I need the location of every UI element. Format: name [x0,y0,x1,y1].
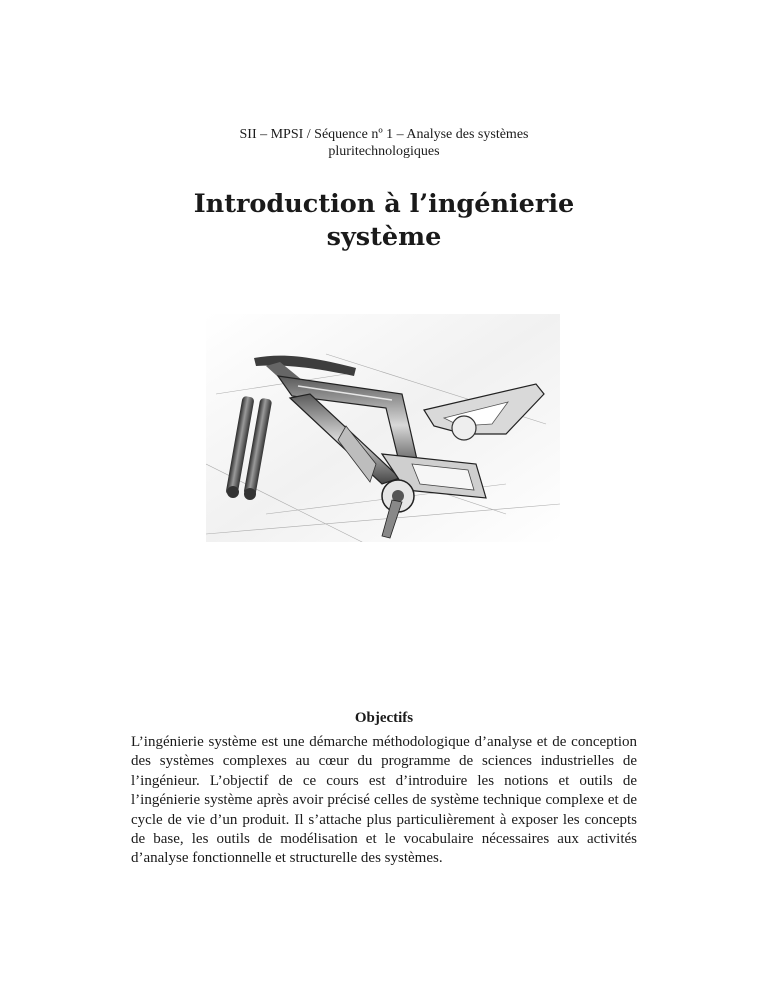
page-title-line2: système [326,222,442,252]
course-header-line1: SII – MPSI / Séquence nº 1 – Analyse des systèmes [239,127,529,142]
bicycle-sketch-illustration [206,314,560,542]
page-title-line1: Introduction à l’ingénierie [193,189,575,219]
page-title [0,188,768,254]
objectives-text: L’ingénierie système est une démarche méthodologique d’analyse et de conception des systèmes complexes au cœur du programme de sciences industrielles de l’ingénieur. L’objectif de ce cours est d’introduire les notions et outils de l’ingénierie système après avoir précisé celles de système technique complexe et de cycle de vie d’un produit. Il s’attache plus particulièrement à exposer les concepts de base, les outils de modélisation et le vocabulaire nécessaires aux activités d’analyse fonctionnelle et structurelle des systèmes. [131,734,637,867]
course-header-line2: pluritechnologiques [328,144,440,159]
course-header [0,126,768,160]
bicycle-sketch-icon [206,314,560,542]
objectives-heading: Objectifs [354,710,414,726]
